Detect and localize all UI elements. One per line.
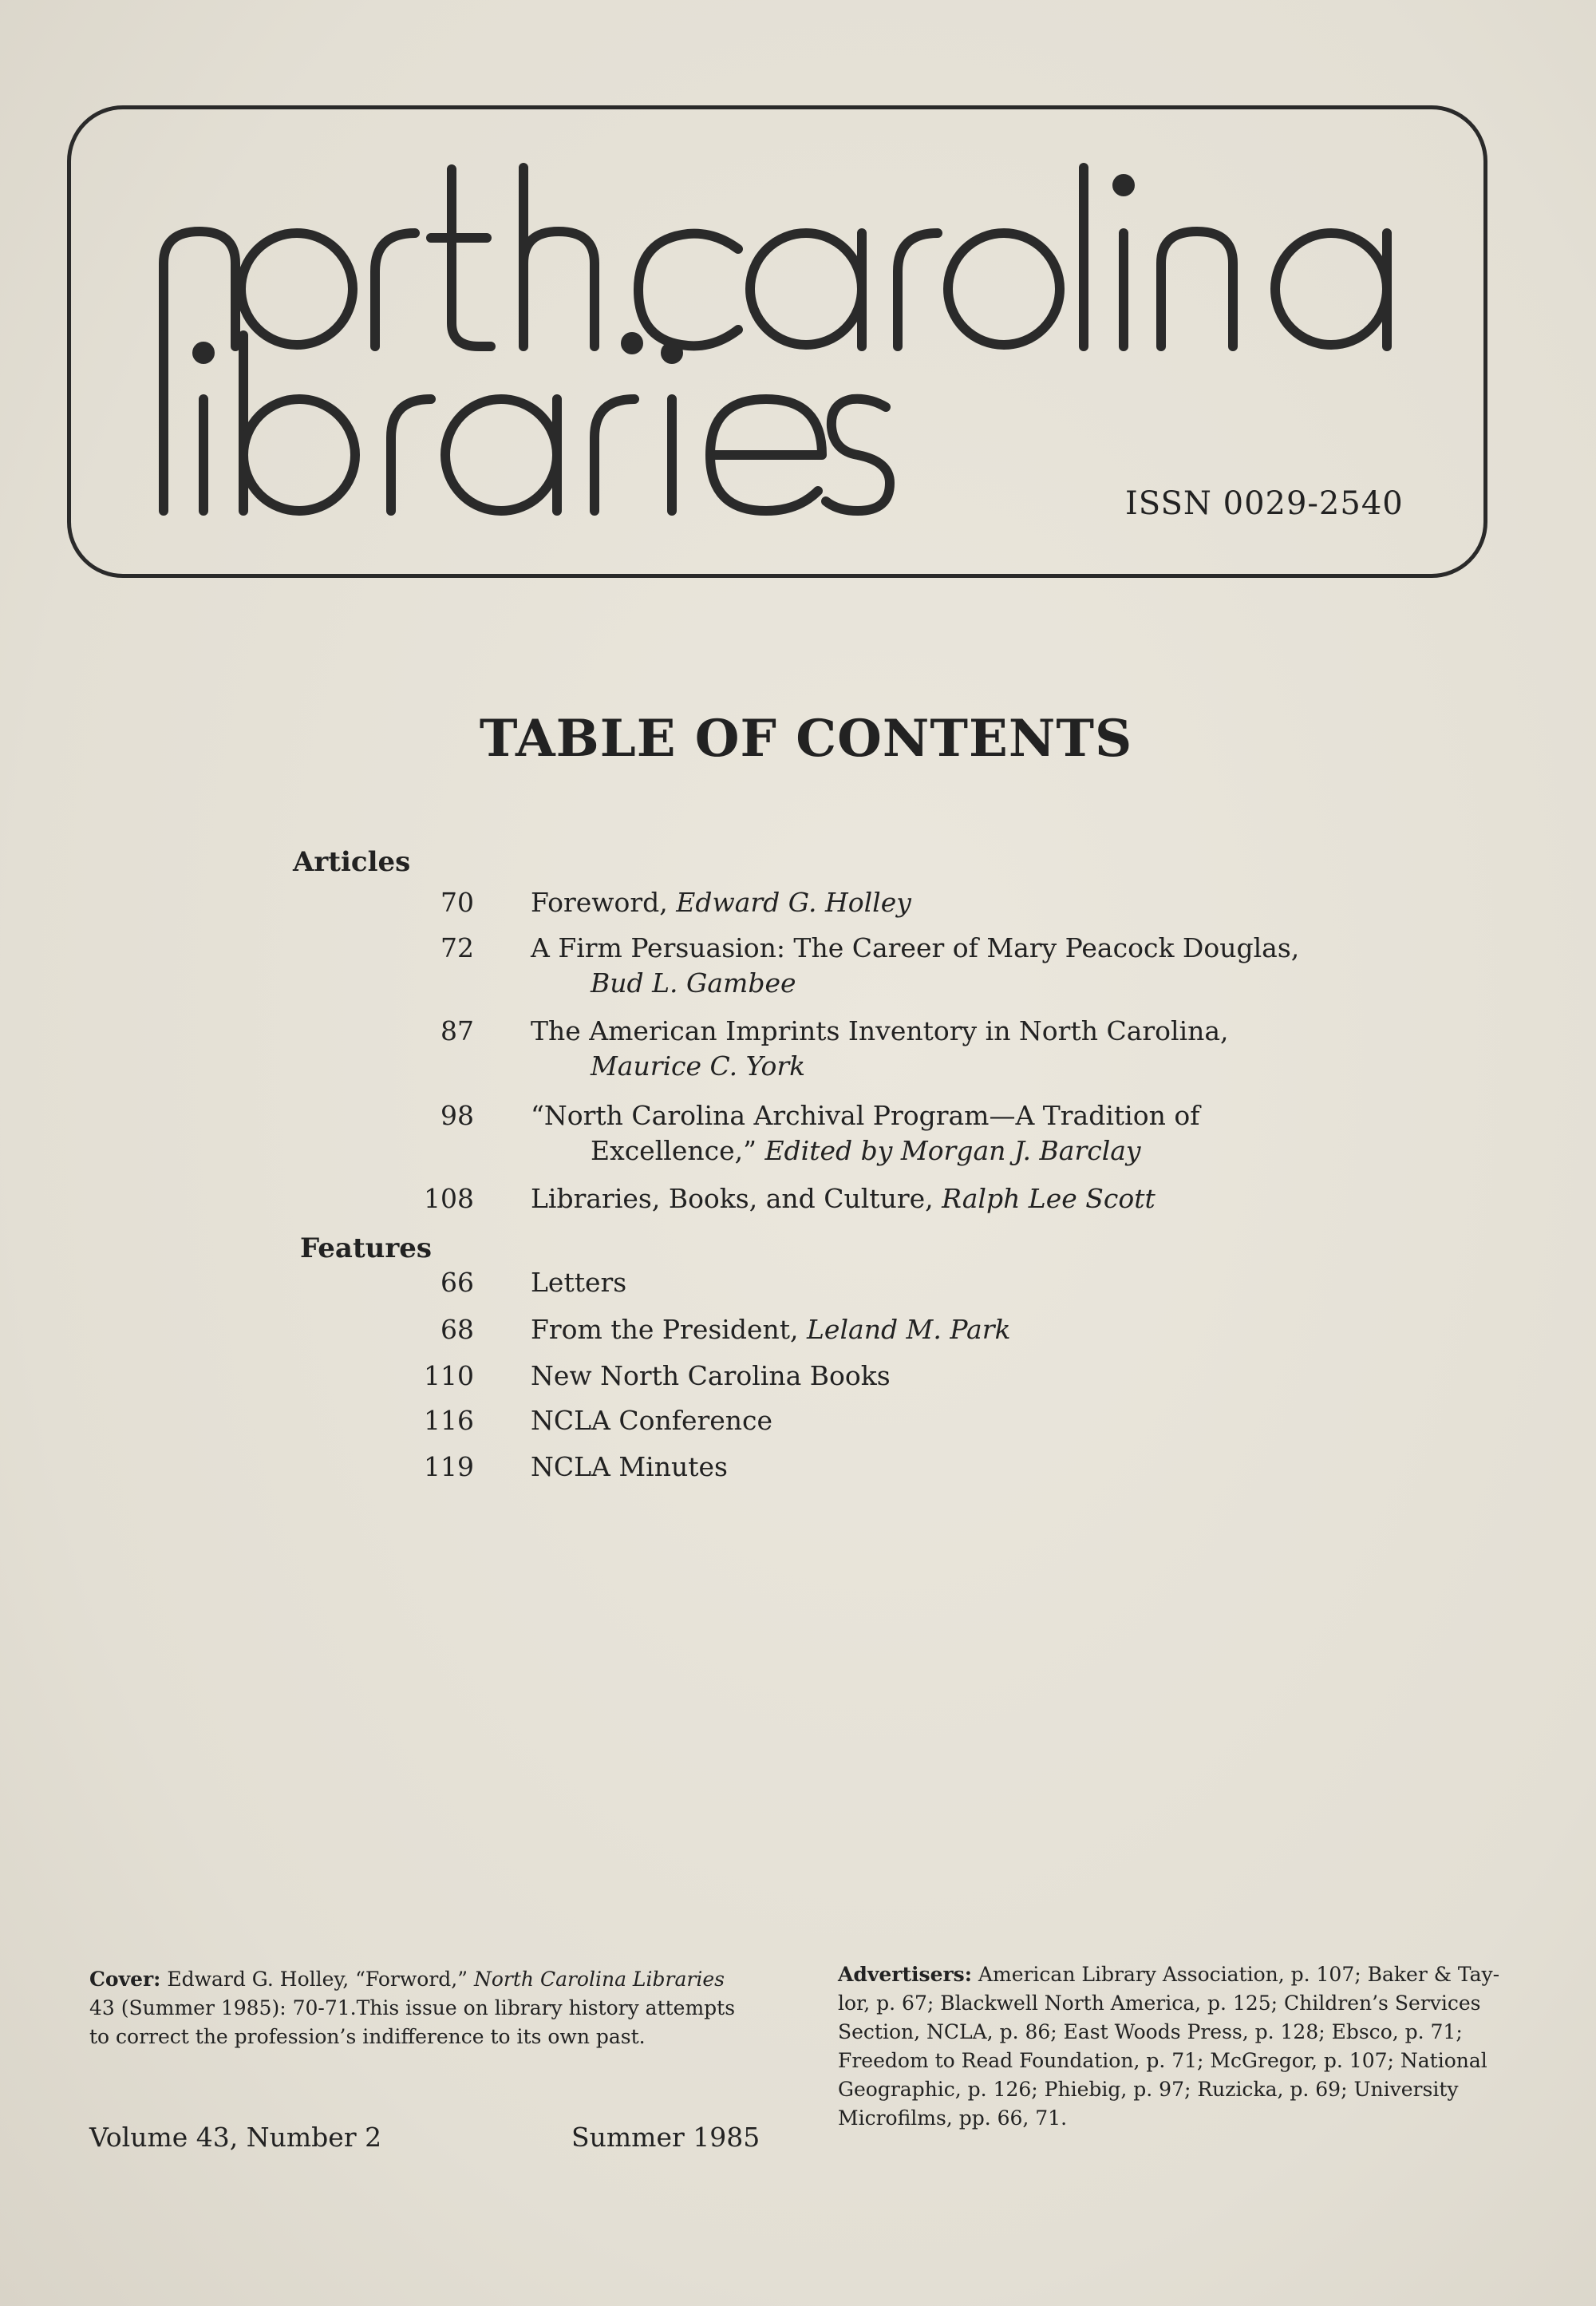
articles-label: Articles: [293, 846, 411, 878]
toc-page-number: 116: [424, 1405, 474, 1436]
toc-entry-title: NCLA Minutes: [531, 1451, 728, 1482]
toc-entry-title: Foreword, Edward G. Holley: [531, 887, 911, 918]
toc-entry-title: “North Carolina Archival Program—A Tradition of: [531, 1100, 1200, 1131]
toc-page-number: 110: [424, 1360, 474, 1391]
toc-entry-title: Letters: [531, 1267, 627, 1298]
toc-page-number: 68: [440, 1314, 474, 1345]
toc-page-number: 70: [440, 887, 474, 918]
toc-entry-title: The American Imprints Inventory in North Carolina,: [531, 1015, 1229, 1046]
features-label: Features: [300, 1232, 433, 1264]
toc-page-number: 98: [440, 1100, 474, 1131]
toc-heading: TABLE OF CONTENTS: [479, 709, 1133, 769]
toc-entry-title: NCLA Conference: [531, 1405, 773, 1436]
advertisers-note: Advertisers: American Library Association, p. 107; Baker & Tay- lor, p. 67; Blackwell North America, p. 125; Children’s Services Section, NCLA, p. 86; East Woods Press, p. 128; Ebsco, p. 71; Freedom to Read Foundation, p. 71; McGregor, p. 107; National Geographic, p. 126; Phiebig, p. 97; Ruzicka, p. 69; University Microfilms, pp. 66, 71.: [838, 1963, 1500, 2130]
toc-page-number: 119: [424, 1451, 474, 1482]
toc-entry-title: From the President, Leland M. Park: [531, 1314, 1011, 1345]
issn-number: ISSN 0029-2540: [1125, 485, 1404, 522]
volume-number: Volume 43, Number 2: [89, 2122, 382, 2153]
toc-page-number: 66: [440, 1267, 474, 1298]
toc-entry-title: Libraries, Books, and Culture, Ralph Lee Scott: [531, 1183, 1156, 1214]
cover-note: Cover: Edward G. Holley, “Forword,” North Carolina Libraries 43 (Summer 1985): 70-71.This issue on library history attempts to correct the profession’s indifference to its own past.: [89, 1968, 736, 2048]
issue-date: Summer 1985: [571, 2122, 760, 2153]
toc-entry-title: New North Carolina Books: [531, 1360, 891, 1391]
toc-page-number: 72: [440, 932, 474, 963]
toc-page-number: 108: [424, 1183, 474, 1214]
page: ISSN 0029-2540 TABLE OF CONTENTS Articles 70 Foreword, Edward G. Holley 72 A Firm Persuasion: The Career of Mary Peacock Douglas, Bud L. Gambee 87 The American Imprints Inventory in North Carolina, Maurice C. York 98 “North Carolina Archival Program—A Tradition of Excellence,” Edited by Morgan J. Barclay 108 Libraries, Books, and Culture, Ralph Lee Scott Features 66 Letters 68 From the President, Leland M. Park 110 New North Carolina Books 116 NCLA Conference 119 NCLA Minutes Cover: Edward G. Holley, “Forword,” North Carolina Libraries 43 (Summer 1985): 70-71.This issue on library history attempts to correct the profession’s indifference to its own past. Advertisers: American Library Association, p. 107; Baker & Tay- lor, p. 67; Blackwell North America, p. 125; Children’s Services Section, NCLA, p. 86; East Woods Press, p. 128; Ebsco, p. 71; Freedom to Read Foundation, p. 71; McGregor, p. 107; National Geographic, p. 126; Phiebig, p. 97; Ruzicka, p. 69; University Microfilms, pp. 66, 71. Volume 43, Number 2 Summer 1985: [0, 0, 1596, 2306]
toc-entry-title: A Firm Persuasion: The Career of Mary Peacock Douglas,: [531, 932, 1300, 963]
toc-page-number: 87: [440, 1015, 474, 1046]
